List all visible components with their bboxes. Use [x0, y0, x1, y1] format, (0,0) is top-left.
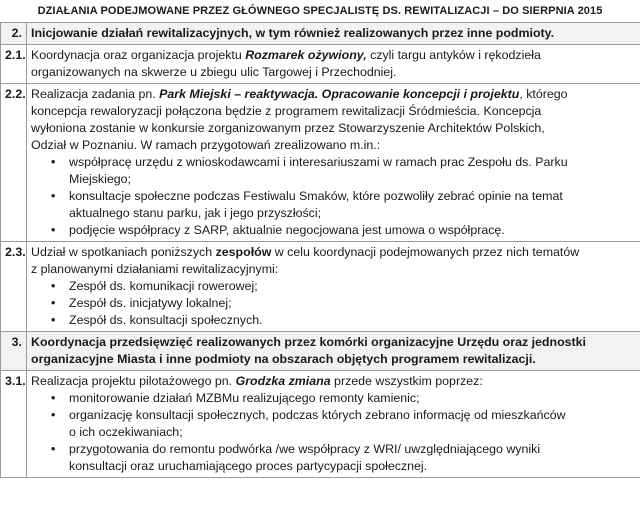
project-name: Park Miejski – reaktywacja. Opracowanie koncepcji i projektu — [159, 87, 520, 101]
list-line: Miejskiego; — [69, 172, 131, 186]
project-name: Grodzka zmiana — [235, 374, 331, 388]
section-heading — [27, 23, 640, 45]
row-number: 3.1. — [1, 371, 27, 478]
list-line: Zespół ds. inicjatywy lokalnej; — [69, 296, 232, 310]
bullet-list — [31, 390, 640, 475]
item-line — [31, 244, 640, 261]
item-text — [27, 84, 640, 242]
text-span: Realizacja zadania pn. — [31, 87, 160, 101]
row-number: 3. — [1, 332, 27, 371]
section-row-3 — [1, 332, 640, 371]
item-line: koncepcja rewaloryzacji połączona będzie z programem rewitalizacji Śródmieścia. Koncepcja — [31, 104, 542, 118]
list-line: konsultacji oraz uruchamiającego proces partycypacji społecznej. — [69, 459, 428, 473]
document-title: DZIAŁANIA PODEJMOWANE PRZEZ GŁÓWNEGO SPECJALISTĘ DS. REWITALIZACJI – DO SIERPNIA 2015 — [37, 5, 603, 17]
section-row-2 — [1, 23, 640, 45]
bullet-list — [31, 278, 640, 329]
bullet-icon: • — [51, 442, 56, 456]
list-item — [49, 390, 640, 407]
list-item — [49, 441, 640, 475]
list-item — [49, 222, 640, 239]
list-item — [49, 407, 640, 441]
bullet-icon: • — [51, 391, 56, 405]
section-heading — [27, 332, 640, 371]
item-line: wyłoniona zostanie w konkursie zorganizowanym przez Stowarzyszenie Architektów Polskich, — [31, 121, 545, 135]
list-line: Zespół ds. konsultacji społecznych. — [69, 313, 263, 327]
list-line: aktualnego stanu parku, jak i jego przyszłości; — [69, 206, 322, 220]
project-name: Rozmarek ożywiony, — [245, 48, 367, 62]
row-number: 2.1. — [1, 45, 27, 84]
list-line: monitorowanie działań MZBMu realizującego remonty kamienic; — [69, 391, 420, 405]
row-number: 2.3. — [1, 242, 27, 332]
bullet-icon: • — [51, 296, 56, 310]
bullet-icon: • — [51, 189, 56, 203]
item-text — [27, 45, 640, 84]
bullet-icon: • — [51, 408, 56, 422]
list-item — [49, 154, 640, 188]
item-line — [31, 86, 640, 103]
text-span: Udział w spotkaniach poniższych — [31, 245, 216, 259]
text-span: Realizacja projektu pilotażowego pn. — [31, 374, 236, 388]
row-number: 2.2. — [1, 84, 27, 242]
item-row-2-1 — [1, 45, 640, 84]
item-line — [31, 47, 640, 64]
emphasis-text: zespołów — [215, 245, 272, 259]
section-text: Koordynacja przedsięwzięć realizowanych przez komórki organizacyjne Urzędu oraz jednostki — [31, 335, 586, 349]
section-text: organizacyjne Miasta i inne podmioty na obszarach objętych programem rewitalizacji. — [31, 352, 536, 366]
item-line: organizowanych na skwerze u zbiegu ulic Targowej i Przechodniej. — [31, 65, 397, 79]
item-text — [27, 371, 640, 478]
item-line: z planowanymi działaniami rewitalizacyjnymi: — [31, 262, 279, 276]
text-span: przede wszystkim poprzez: — [330, 374, 483, 388]
list-line: o ich oczekiwaniach; — [69, 425, 183, 439]
item-text — [27, 242, 640, 332]
text-span: Koordynacja oraz organizacja projektu — [31, 48, 246, 62]
list-line: organizację konsultacji społecznych, podczas których zebrano informację od mieszkańców — [69, 408, 566, 422]
bullet-icon: • — [51, 155, 56, 169]
section-text: Inicjowanie działań rewitalizacyjnych, w tym również realizowanych przez inne podmioty. — [31, 26, 555, 40]
bullet-icon: • — [51, 279, 56, 293]
list-line: przygotowania do remontu podwórka /we współpracy z WRI/ uwzględniającego wyniki — [69, 442, 541, 456]
list-line: współpracę urzędu z wnioskodawcami i interesariuszami w ramach prac Zespołu ds. Parku — [69, 155, 568, 169]
list-line: Zespół ds. komunikacji rowerowej; — [69, 279, 258, 293]
item-row-2-3 — [1, 242, 640, 332]
text-span: czyli targu antyków i rękodzieła — [366, 48, 541, 62]
row-number: 2. — [1, 23, 27, 45]
item-row-2-2 — [1, 84, 640, 242]
list-item — [49, 278, 640, 295]
list-item — [49, 295, 640, 312]
item-line — [31, 373, 640, 390]
bullet-list — [31, 154, 640, 239]
list-line: podjęcie współpracy z SARP, aktualnie negocjowana jest umowa o współpracę. — [69, 223, 505, 237]
bullet-icon: • — [51, 223, 56, 237]
text-span: w celu koordynacji podejmowanych przez nich tematów — [271, 245, 580, 259]
activities-table — [0, 22, 640, 478]
item-row-3-1 — [1, 371, 640, 478]
list-item — [49, 188, 640, 222]
list-item — [49, 312, 640, 329]
text-span: , którego — [519, 87, 568, 101]
list-line: konsultacje społeczne podczas Festiwalu Smaków, które pozwoliły zebrać opinie na temat — [69, 189, 563, 203]
item-line: Odział w Poznaniu. W ramach przygotowań zrealizowano m.in.: — [31, 138, 381, 152]
bullet-icon: • — [51, 313, 56, 327]
